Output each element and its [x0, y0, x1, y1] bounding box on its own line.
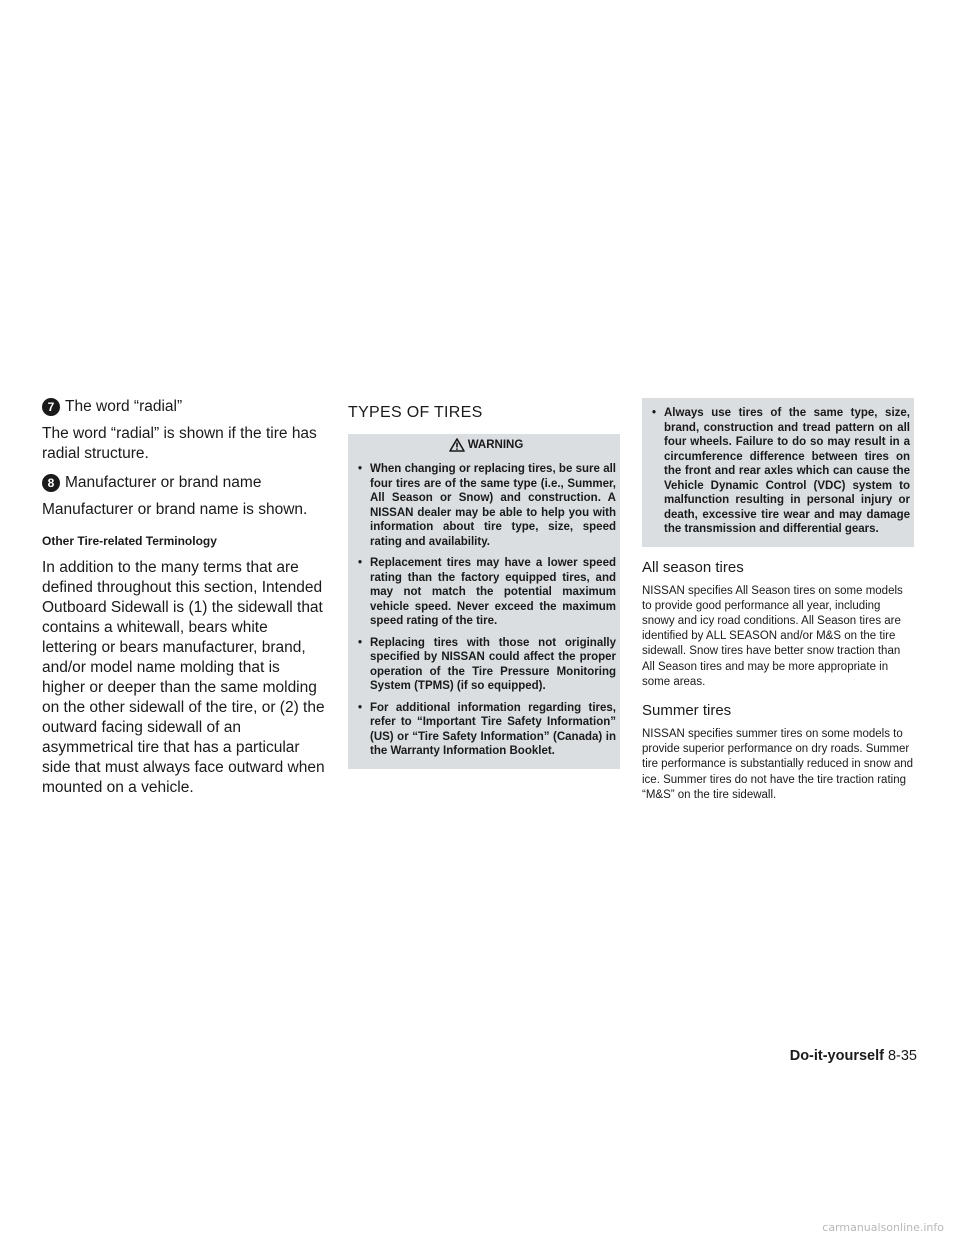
item-7-title: The word “radial” [65, 398, 183, 415]
warning-label: WARNING [467, 439, 524, 451]
summer-tires-heading: Summer tires [642, 701, 732, 719]
item-7-heading [42, 398, 326, 416]
warning-item: • Replacement tires may have a lower speed rating than the factory equipped tires, and may not match the potential maximum vehicle speed. Never exceed the maximum speed rating of the tire. [356, 556, 616, 629]
number-7-badge: 7 [42, 398, 60, 416]
item-8-body: Manufacturer or brand name is shown. [42, 501, 308, 518]
outboard-sidewall-paragraph: In addition to the many terms that are defined throughout this section, Intended Outboard Sidewall is (1) the sidewall that contains a whitewall, bears white lettering or bears manufacturer, brand, and/or model name molding that is higher or deeper than the same molding on the other sidewall of the tire, or (2) the outward facing sidewall of an asymmetrical tire that has a particular side that must always face outward when mounted on a vehicle. [42, 559, 325, 796]
warning-item: • Replacing tires with those not originally specified by NISSAN could affect the proper operation of the Tire Pressure Monitoring System (TPMS) (if so equipped). [356, 636, 616, 694]
all-season-tires-heading: All season tires [642, 558, 744, 576]
warning-box-continued [642, 398, 914, 547]
warning-item: • When changing or replacing tires, be sure all four tires are of the same type (i.e., Summer, All Season or Snow) and construction. A NISSAN dealer may be able to help you with information about tire type, size, speed rating and availability. [356, 462, 616, 549]
warning-header [356, 434, 616, 456]
watermark: carmanualsonline.info [822, 1221, 944, 1234]
item-8-heading [42, 474, 326, 492]
page-number: 8-35 [887, 1048, 917, 1064]
middle-column [348, 398, 620, 769]
left-column [42, 398, 326, 808]
warning-list [356, 462, 616, 759]
page-footer [790, 1048, 917, 1064]
warning-list-continued [650, 406, 910, 537]
number-8-badge: 8 [42, 474, 60, 492]
all-season-tires-body: NISSAN specifies All Season tires on some models to provide good performance all year, including snowy and icy road conditions. All Season tires are identified by ALL SEASON and/or M&S on the tire sidewall. Snow tires have better snow traction than All Season tires and may be more appropriate in some areas. [642, 584, 903, 688]
summer-tires-body: NISSAN specifies summer tires on some models to provide superior performance on dry roads. Summer tire performance is substantially reduced in snow and ice. Summer tires do not have the tire traction rating “M&S” on the tire sidewall. [642, 727, 914, 801]
warning-triangle-icon [449, 438, 465, 452]
types-of-tires-title: TYPES OF TIRES [348, 404, 483, 421]
warning-item: • Always use tires of the same type, size, brand, construction and tread pattern on all four wheels. Failure to do so may result in a circumference difference between tires on the front and rear axles which can cause the Vehicle Dynamic Control (VDC) system to malfunction resulting in personal injury or death, excessive tire wear and may damage the transmission and differential gears. [650, 406, 910, 537]
other-terminology-subheading: Other Tire-related Terminology [42, 534, 217, 548]
right-column [642, 398, 914, 813]
item-8-title: Manufacturer or brand name [65, 474, 262, 491]
item-7-body: The word “radial” is shown if the tire has radial structure. [42, 425, 317, 462]
warning-item: • For additional information regarding tires, refer to “Important Tire Safety Information” (US) or “Tire Safety Information” (Canada) in the Warranty Information Booklet. [356, 701, 616, 759]
warning-box [348, 434, 620, 769]
footer-section-name: Do-it-yourself [789, 1048, 884, 1064]
